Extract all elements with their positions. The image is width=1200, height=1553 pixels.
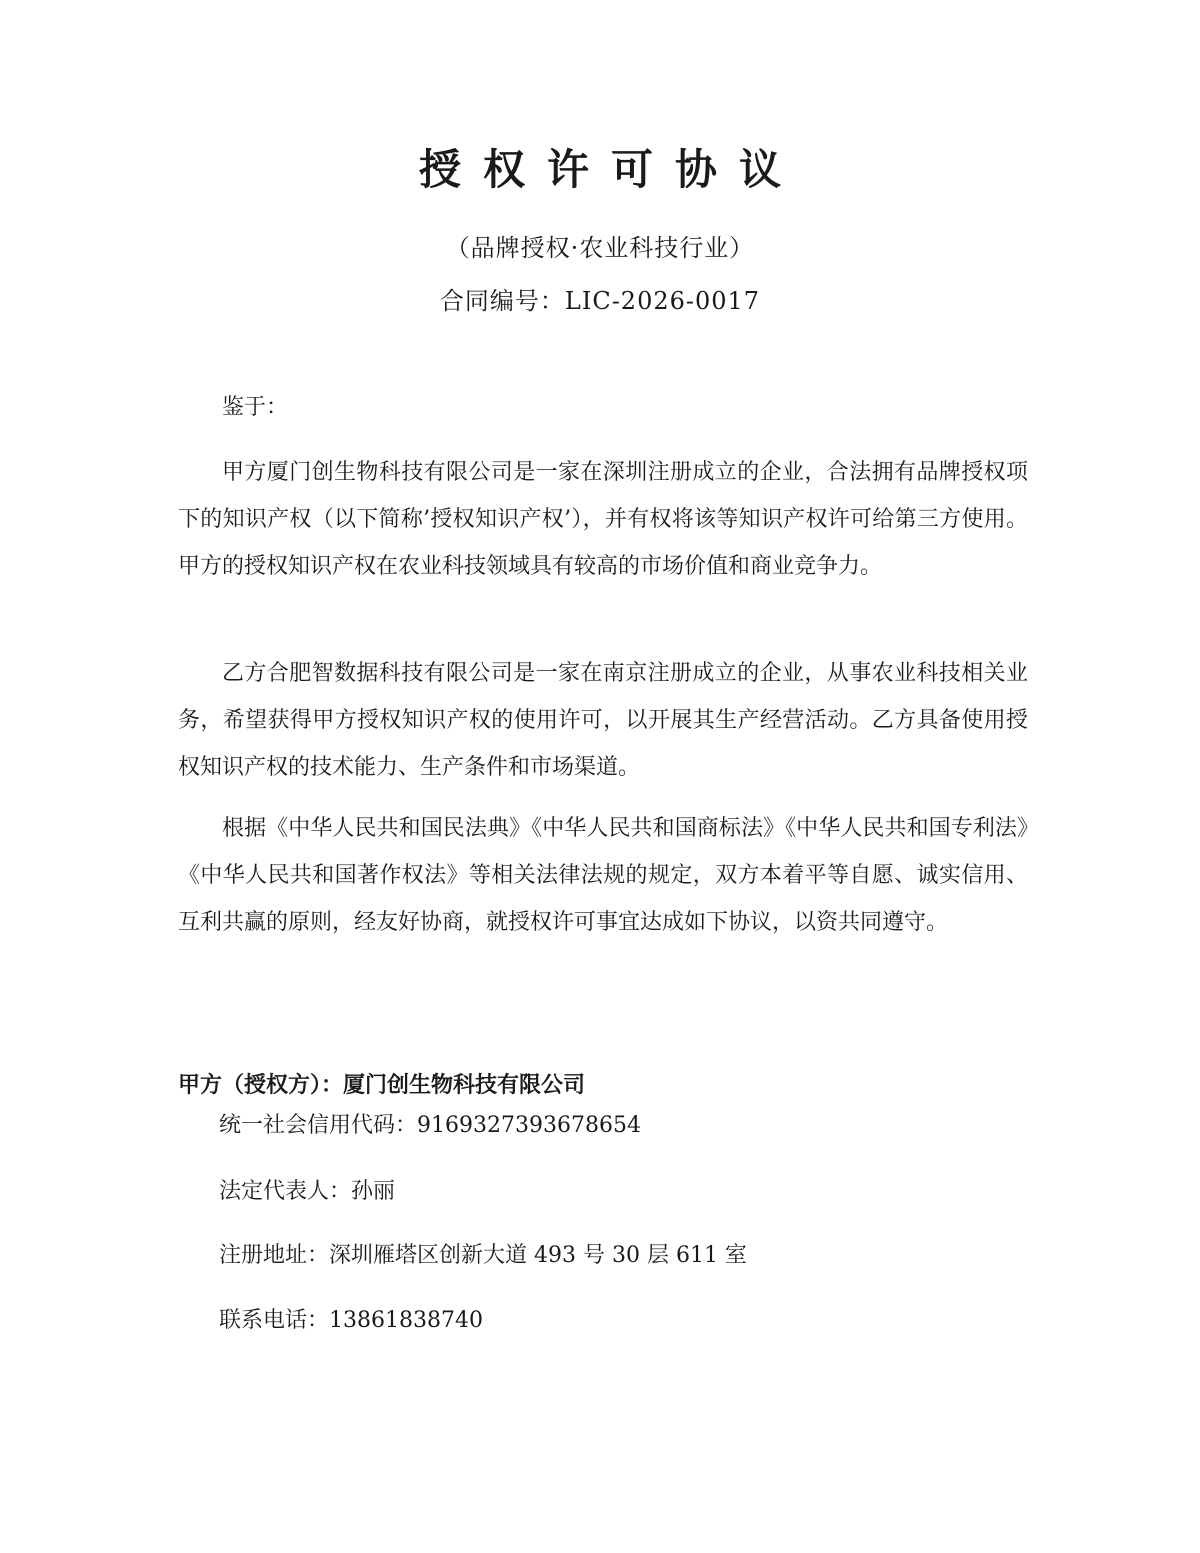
paragraph-party-a-intro: 甲方厦门创生物科技有限公司是一家在深圳注册成立的企业，合法拥有品牌授权项下的知识产权（以下简称’授权知识产权’），并有权将该等知识产权许可给第三方使用。甲方的授权知识产权在农业科技领域具有较高的市场价值和商业竞争力。 xyxy=(178,460,1028,579)
party-a-heading: 甲方（授权方）：厦门创生物科技有限公司 xyxy=(178,1073,586,1098)
contract-number: 合同编号：LIC-2026-0017 xyxy=(439,287,761,315)
paragraph-legal-basis: 根据《中华人民共和国民法典》《中华人民共和国商标法》《中华人民共和国专利法》《中华人民共和国著作权法》等相关法律法规的规定，双方本着平等自愿、诚实信用、互利共赢的原则，经友好协商，就授权许可事宜达成如下协议，以资共同遵守。 xyxy=(178,816,1028,935)
whereas-label: 鉴于： xyxy=(222,395,289,420)
document-subtitle: （品牌授权·农业科技行业） xyxy=(445,234,755,262)
paragraph-party-b-intro: 乙方合肥智数据科技有限公司是一家在南京注册成立的企业，从事农业科技相关业务，希望获得甲方授权知识产权的使用许可，以开展其生产经营活动。乙方具备使用授权知识产权的技术能力、生产条件和市场渠道。 xyxy=(178,661,1028,780)
party-a-phone: 联系电话：13861838740 xyxy=(219,1308,483,1333)
party-a-legal-representative: 法定代表人：孙丽 xyxy=(219,1179,396,1204)
party-a-address: 注册地址：深圳雁塔区创新大道 493 号 30 层 611 室 xyxy=(219,1243,747,1268)
document-title: 授权许可协议 xyxy=(418,145,803,194)
party-a-credit-code: 统一社会信用代码：9169327393678654 xyxy=(219,1113,641,1138)
